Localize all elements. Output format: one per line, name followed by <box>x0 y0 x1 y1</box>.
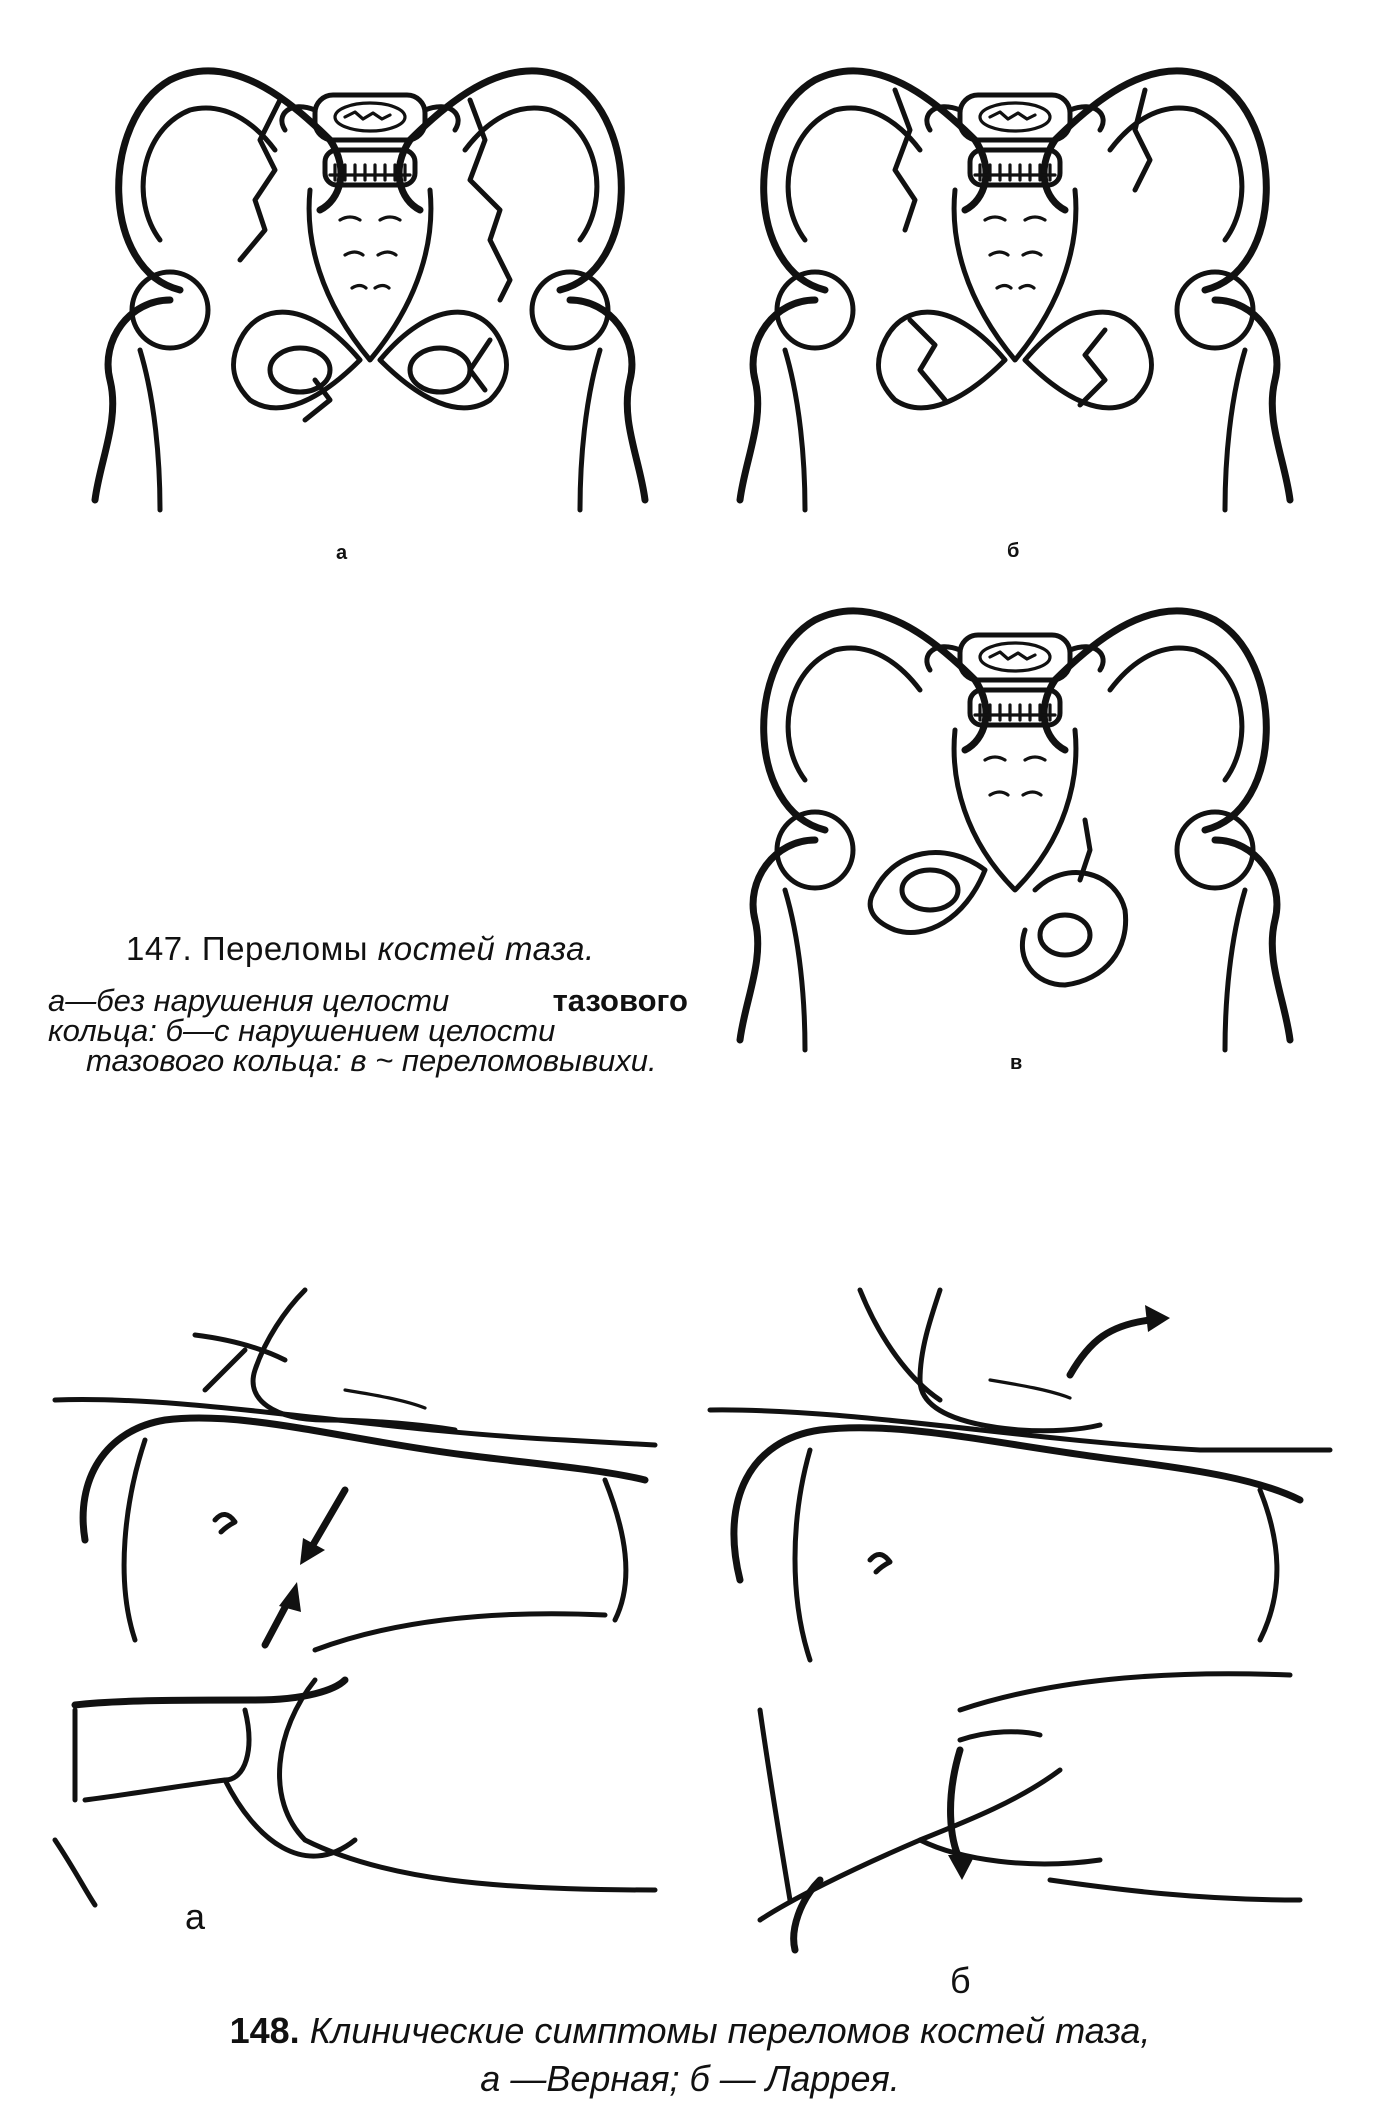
panel-label-147-a: а <box>336 542 348 564</box>
pelvis-dislocation-drawing-v <box>705 590 1325 1060</box>
verneuil-test-drawing <box>45 1280 665 1910</box>
examination-illustration-a <box>45 1280 665 1910</box>
panel-label-147-b: б <box>1007 540 1020 562</box>
figure-147-desc-line1-b: тазового <box>552 983 688 1018</box>
figure-147-number: 147. <box>126 930 193 967</box>
figure-147-title-italic: костей таза. <box>377 930 595 967</box>
panel-label-147-v: в <box>1010 1052 1023 1074</box>
figure-147-title <box>126 930 595 968</box>
pelvis-illustration-v <box>705 590 1325 1060</box>
panel-label-148-a: а <box>185 1896 206 1937</box>
pelvis-illustration-b <box>705 40 1325 550</box>
figure-147-desc-line1-a: а—без нарушения целости <box>48 983 450 1018</box>
figure-148-caption <box>0 2010 1380 2100</box>
figure-148-caption-text: Клинические симптомы переломов костей таза, <box>309 2010 1151 2051</box>
panel-label-148-b: б <box>950 1960 971 2001</box>
figure-148-number: 148. <box>229 2010 300 2051</box>
figure-148-caption-legend: а —Верная; б — Ларрея. <box>480 2058 900 2099</box>
pelvis-fracture-drawing-a <box>60 40 680 550</box>
figure-147-desc-line1 <box>48 983 688 1018</box>
figure-147-desc-line3: тазового кольца: в ~ переломовывихи. <box>86 1043 657 1078</box>
examination-illustration-b <box>700 1280 1340 1960</box>
figure-147-desc-line2: кольца: б—с нарушением целости <box>48 1013 556 1048</box>
figure-148-caption-line1 <box>0 2010 1380 2052</box>
figure-147-title-plain: Переломы <box>201 930 368 967</box>
pelvis-fracture-drawing-b <box>705 40 1325 550</box>
figure-148-caption-line2 <box>0 2058 1380 2100</box>
figure-147-description <box>48 983 688 1078</box>
larrey-test-drawing <box>700 1280 1340 1960</box>
pelvis-illustration-a <box>60 40 680 550</box>
